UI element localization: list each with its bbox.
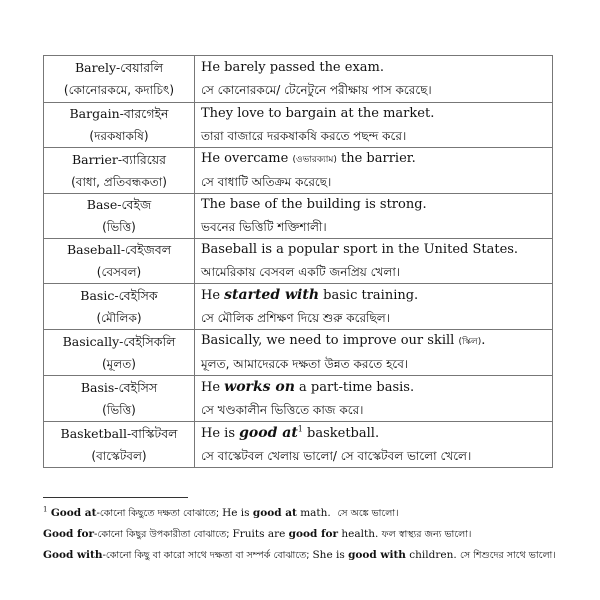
word-meaning: (বাধা, প্রতিবন্ধকতা) xyxy=(71,174,167,189)
pronunciation-note: (ওভারক্যাম) xyxy=(292,155,337,165)
table-row xyxy=(44,56,553,103)
word-entry: Basis-বেইসিস xyxy=(80,379,158,395)
bengali-sentence: ভবনের ভিত্তিটি শক্তিশালী। xyxy=(201,220,327,234)
word-entry: Barely-বেয়ারলি xyxy=(74,60,164,75)
word-meaning: (ভিত্তি) xyxy=(102,220,136,234)
sentence-cell xyxy=(195,284,553,330)
footnote-example-end: children. xyxy=(405,549,457,561)
word-cell xyxy=(44,376,195,422)
word-entry: Baseball-বেইজবল xyxy=(66,242,172,257)
table-row xyxy=(44,284,553,330)
word-cell xyxy=(44,284,195,330)
word-meaning: (মূলত) xyxy=(102,356,136,371)
footnote-description: -কোনো কিছুর উপকারীতা বোঝাতে; xyxy=(94,529,233,540)
pronunciation-note: (স্কিল) xyxy=(458,337,482,347)
word-cell xyxy=(44,194,195,239)
footnote-example: He is xyxy=(222,507,253,519)
sentence-cell xyxy=(195,56,553,103)
sentence-cell xyxy=(195,194,553,239)
english-sentence: He is good at$^1$ basketball. xyxy=(201,424,380,441)
sentence-cell xyxy=(195,376,553,422)
footnote-reference[interactable]: 1 xyxy=(297,424,303,434)
english-sentence: He started with basic training. xyxy=(201,287,419,303)
footnote-term: Good for xyxy=(43,528,95,540)
word-entry: Basic-বেইসিক xyxy=(80,287,158,303)
word-cell xyxy=(44,56,195,103)
footnote-translation: সে শিশুদের সাথে ভালো। xyxy=(460,550,556,561)
footnote-example-term: good with xyxy=(348,549,406,561)
english-sentence: Basically, we need to improve our skill (স্কিল). xyxy=(201,333,486,348)
footnote-line xyxy=(43,545,593,566)
footnote-term: Good with xyxy=(43,549,103,561)
english-sentence: The base of the building is strong. xyxy=(201,197,427,212)
word-entry: Bargain-বারগেইন xyxy=(69,106,169,121)
footnotes xyxy=(43,503,593,566)
word-cell xyxy=(44,239,195,284)
table-row xyxy=(44,148,553,194)
word-entry: Basketball-বাস্কিটবল xyxy=(60,425,178,441)
sentence-cell xyxy=(195,422,553,468)
footnote-translation: সে অঙ্কে ভালো। xyxy=(337,508,399,519)
word-cell xyxy=(44,148,195,194)
footnote-example: She is xyxy=(312,549,349,561)
bengali-sentence: মূলত, আমাদেরকে দক্ষতা উন্নত করতে হবে। xyxy=(201,357,409,371)
bengali-sentence: আমেরিকায় বেসবল একটি জনপ্রিয় খেলা। xyxy=(201,265,401,279)
english-sentence: He works on a part-time basis. xyxy=(201,379,415,395)
sentence-cell xyxy=(195,103,553,148)
emphasized-phrase: good at xyxy=(239,425,298,441)
table-row xyxy=(44,194,553,239)
footnote-translation: ফল স্বাস্থ্যর জন্য ভালো। xyxy=(381,529,472,540)
table-row xyxy=(44,376,553,422)
table-row xyxy=(44,103,553,148)
emphasized-phrase: works on xyxy=(224,379,295,395)
word-entry: Barrier-ব্যারিয়ের xyxy=(71,151,167,167)
table-row xyxy=(44,239,553,284)
english-sentence: Baseball is a popular sport in the United States. xyxy=(201,242,519,257)
bengali-sentence: তারা বাজারে দরকষাকষি করতে পছন্দ করে। xyxy=(201,129,407,143)
bengali-sentence: সে মৌলিক প্রশিক্ষণ দিয়ে শুরু করেছিল। xyxy=(201,311,390,325)
bengali-sentence: সে বাধাটি অতিক্রম করেছে। xyxy=(201,175,332,189)
footnote-example-end: health. xyxy=(338,528,379,540)
bengali-sentence: সে কোনোরকমে/ টেনেটুনে পরীক্ষায় পাস করেছে। xyxy=(201,83,432,97)
footnote-example-term: good at xyxy=(252,507,297,519)
word-meaning: (ভিত্তি) xyxy=(102,402,136,417)
word-entry: Basically-বেইসিকলি xyxy=(62,333,176,349)
word-cell xyxy=(44,103,195,148)
sentence-cell xyxy=(195,330,553,376)
bengali-sentence: সে খণ্ডকালীন ভিত্তিতে কাজ করে। xyxy=(201,403,364,417)
footnote-number: 1 xyxy=(43,505,48,514)
footnote-divider xyxy=(43,497,188,498)
english-sentence: He overcame (ওভারক্যাম) the barrier. xyxy=(201,151,416,166)
sentence-cell xyxy=(195,239,553,284)
word-meaning: (বাস্কেটবল) xyxy=(91,448,147,463)
footnote-description: -কোনো কিছুতে দক্ষতা বোঝাতে; xyxy=(96,508,223,519)
table-row xyxy=(44,422,553,468)
word-meaning: (কোনোরকমে, কদাচিৎ) xyxy=(63,83,175,97)
bengali-sentence: সে বাস্কেটবল খেলায় ভালো/ সে বাস্কেটবল ভালো খেলে। xyxy=(201,449,472,463)
table-row xyxy=(44,330,553,376)
word-entry: Base-বেইজ xyxy=(86,197,152,212)
word-meaning: (দরকষাকষি) xyxy=(89,129,149,143)
emphasized-phrase: started with xyxy=(224,287,320,303)
footnote-line xyxy=(43,524,593,545)
english-sentence: They love to bargain at the market. xyxy=(201,106,435,121)
footnote-example-term: good for xyxy=(288,528,339,540)
footnote-example-end: math. xyxy=(296,507,331,519)
word-cell xyxy=(44,422,195,468)
sentence-cell xyxy=(195,148,553,194)
word-cell xyxy=(44,330,195,376)
vocabulary-table xyxy=(43,55,553,468)
footnote-line xyxy=(43,503,593,524)
word-meaning: (মৌলিক) xyxy=(96,310,142,325)
word-meaning: (বেসবল) xyxy=(96,265,142,279)
footnote-example: Fruits are xyxy=(232,528,289,540)
english-sentence: He barely passed the exam. xyxy=(201,60,384,75)
footnote-description: -কোনো কিছু বা কারো সাথে দক্ষতা বা সম্পর্ক বোঝাতে; xyxy=(102,550,313,561)
footnote-term: Good at xyxy=(50,507,97,519)
